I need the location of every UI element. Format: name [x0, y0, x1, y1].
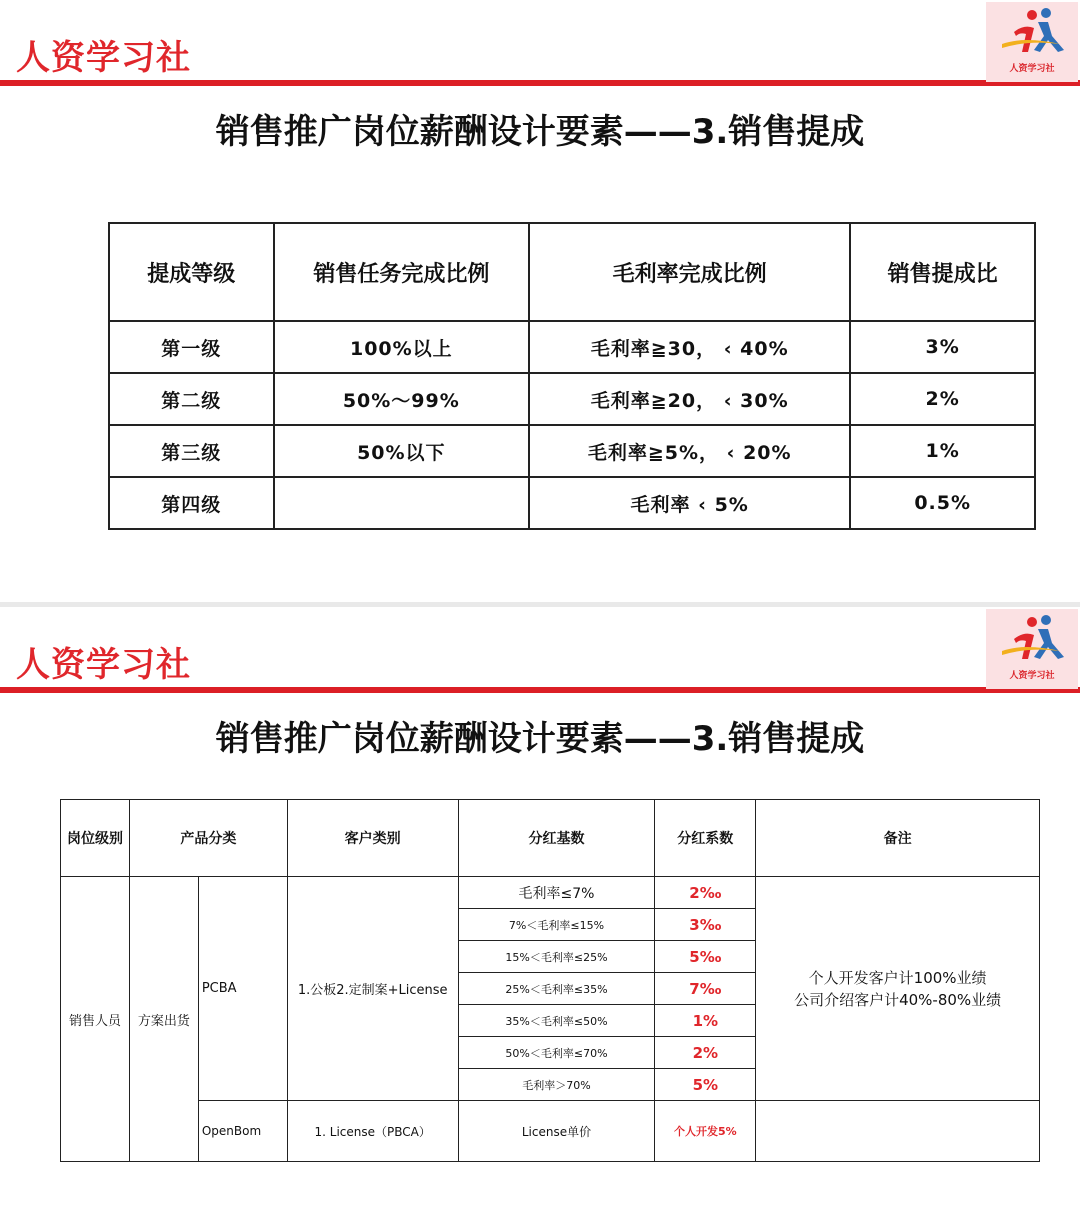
bonus-coef-cell: 3‰ — [655, 909, 756, 941]
brand-wordmark: 人资学习社 — [16, 38, 191, 78]
remark-cell-empty — [756, 1101, 1040, 1162]
task-ratio-cell: 100%以上 — [274, 321, 529, 373]
header-cell: 毛利率完成比例 — [529, 223, 850, 321]
logo-caption: 人资学习社 — [1009, 671, 1055, 681]
slide-title: 销售推广岗位薪酬设计要素——3.销售提成 — [215, 112, 865, 152]
table-row — [109, 477, 1035, 529]
header-cell: 客户类别 — [287, 800, 458, 877]
header-cell: 销售任务完成比例 — [274, 223, 529, 321]
bonus-base-cell: 毛利率＞70% — [458, 1069, 655, 1101]
product-cell: PCBA — [198, 877, 287, 1101]
brand-logo — [986, 609, 1078, 689]
remark-line: 个人开发客户计100%业绩 — [808, 968, 987, 987]
margin-ratio-cell: 毛利率≧20， ‹ 30% — [529, 373, 850, 425]
margin-ratio-cell: 毛利率 ‹ 5% — [529, 477, 850, 529]
bonus-coef-cell: 5% — [655, 1069, 756, 1101]
customer-cell: 1. License（PBCA） — [287, 1101, 458, 1162]
margin-ratio-cell: 毛利率≧5%， ‹ 20% — [529, 425, 850, 477]
bonus-coef-cell: 个人开发5% — [655, 1101, 756, 1162]
header-cell: 分红基数 — [458, 800, 655, 877]
header-cell: 产品分类 — [129, 800, 287, 877]
remark-line: 公司介绍客户计40%-80%业绩 — [794, 990, 1002, 1009]
task-ratio-cell: 50%～99% — [274, 373, 529, 425]
customer-cell: 1.公板2.定制案+License — [287, 877, 458, 1101]
table-row — [109, 373, 1035, 425]
table-header-row — [61, 800, 1040, 877]
bonus-base-cell: 35%＜毛利率≤50% — [458, 1005, 655, 1037]
level-cell: 第二级 — [109, 373, 274, 425]
table-row — [109, 321, 1035, 373]
bonus-base-cell: 25%＜毛利率≤35% — [458, 973, 655, 1005]
level-cell: 第四级 — [109, 477, 274, 529]
bonus-coef-cell: 5‰ — [655, 941, 756, 973]
header-cell: 销售提成比 — [850, 223, 1035, 321]
header-red-bar — [0, 80, 1080, 86]
table-row — [61, 1101, 1040, 1162]
bonus-base-cell: 7%＜毛利率≤15% — [458, 909, 655, 941]
header-cell: 备注 — [756, 800, 1040, 877]
commission-rate-cell: 1% — [850, 425, 1035, 477]
bonus-base-cell: 毛利率≤7% — [458, 877, 655, 909]
table-row — [109, 425, 1035, 477]
position-cell: 销售人员 — [61, 877, 130, 1162]
bonus-table — [60, 799, 1040, 1162]
task-ratio-cell: 50%以下 — [274, 425, 529, 477]
bonus-coef-cell: 2% — [655, 1037, 756, 1069]
level-cell: 第一级 — [109, 321, 274, 373]
level-cell: 第三级 — [109, 425, 274, 477]
bonus-coef-cell: 7‰ — [655, 973, 756, 1005]
header-red-bar — [0, 687, 1080, 693]
slide-title: 销售推广岗位薪酬设计要素——3.销售提成 — [215, 719, 865, 759]
table-header-row — [109, 223, 1035, 321]
bonus-base-cell: License单价 — [458, 1101, 655, 1162]
bonus-base-cell: 50%＜毛利率≤70% — [458, 1037, 655, 1069]
figures-logo-icon — [994, 613, 1070, 669]
figures-logo-icon — [994, 6, 1070, 62]
slide-1 — [0, 0, 1080, 602]
commission-level-table — [108, 222, 1036, 530]
brand-wordmark: 人资学习社 — [16, 645, 191, 685]
commission-rate-cell: 0.5% — [850, 477, 1035, 529]
commission-rate-cell: 2% — [850, 373, 1035, 425]
margin-ratio-cell: 毛利率≧30， ‹ 40% — [529, 321, 850, 373]
table-row — [61, 877, 1040, 909]
header-cell: 分红系数 — [655, 800, 756, 877]
brand-logo — [986, 2, 1078, 82]
bonus-coef-cell: 1% — [655, 1005, 756, 1037]
slide-2 — [0, 607, 1080, 1215]
header-cell: 岗位级别 — [61, 800, 130, 877]
category-cell: 方案出货 — [129, 877, 198, 1162]
product-cell: OpenBom — [198, 1101, 287, 1162]
logo-caption: 人资学习社 — [1009, 64, 1055, 74]
commission-rate-cell: 3% — [850, 321, 1035, 373]
bonus-coef-cell: 2‰ — [655, 877, 756, 909]
remark-cell — [756, 877, 1040, 1101]
task-ratio-cell — [274, 477, 529, 529]
bonus-base-cell: 15%＜毛利率≤25% — [458, 941, 655, 973]
header-cell: 提成等级 — [109, 223, 274, 321]
